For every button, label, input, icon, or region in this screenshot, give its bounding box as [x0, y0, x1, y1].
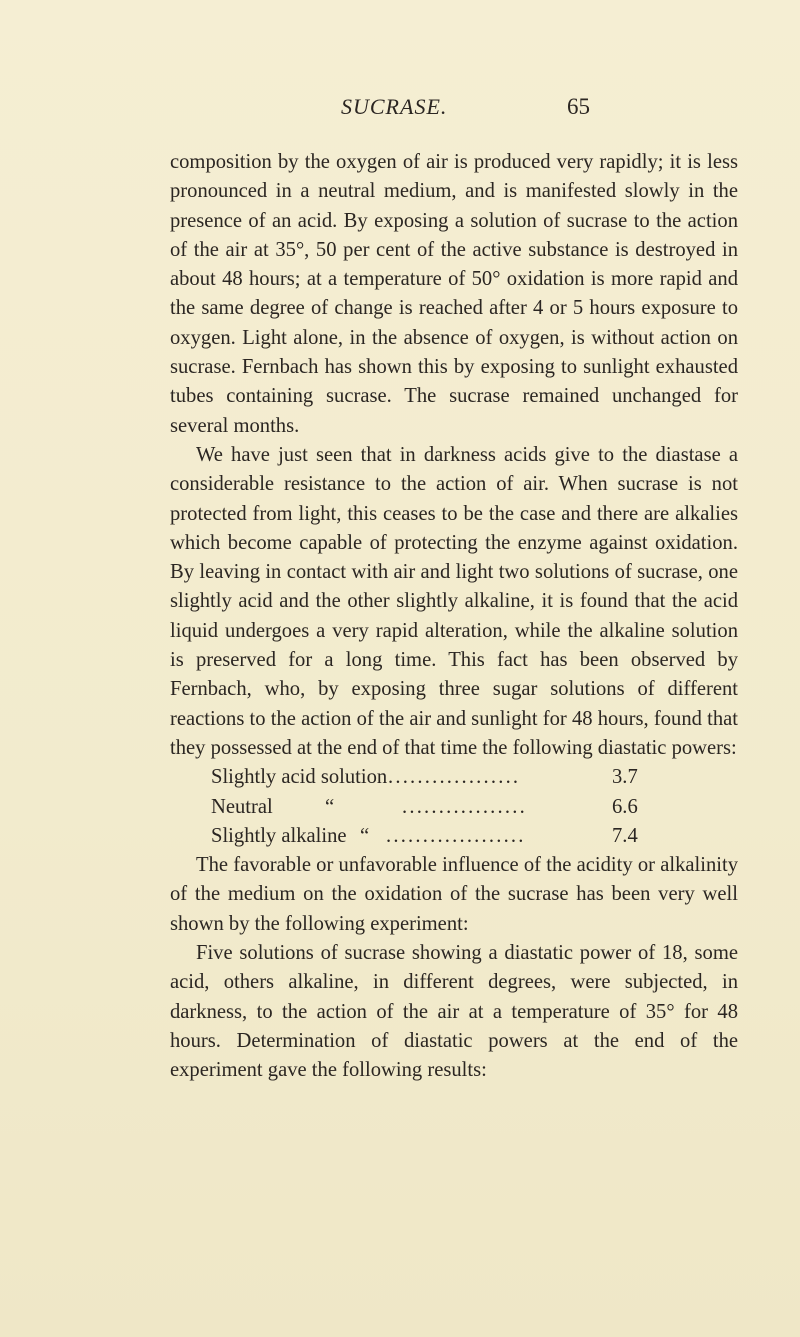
dot-leaders: .................. [388, 766, 521, 789]
row-value: 6.6 [612, 795, 638, 818]
dot-leaders: ................. [402, 795, 527, 818]
running-head [0, 94, 800, 134]
dot-leaders: ................... [386, 824, 526, 847]
body-text [170, 148, 738, 1086]
table-row [170, 793, 738, 822]
page-number: 65 [567, 94, 590, 119]
row-label: Neutral [211, 795, 273, 818]
row-label: Slightly alkaline [211, 824, 347, 847]
row-value: 7.4 [612, 824, 638, 847]
table-row [170, 763, 738, 792]
ditto-mark: “ [360, 824, 370, 847]
row-label: Slightly acid solution [211, 766, 388, 789]
paragraph-five-solutions: Five solutions of sucrase showing a diastatic power of 18, some acid, others alkaline, in different degrees, were subjected, in darkness, to the action of the air at a temperature of 35° for 48 hours. Determination of diastatic powers at the end of the experiment gave the following results: [170, 942, 738, 1082]
table-row [170, 822, 738, 851]
diastatic-power-table [170, 763, 738, 851]
running-title: SUCRASE. [341, 94, 448, 119]
row-value: 3.7 [612, 766, 638, 789]
ditto-mark: “ [325, 795, 335, 818]
paragraph-continuation: composition by the oxygen of air is produced very rapidly; it is less pronounced in a neutral medium, and is manifested slowly in the presence of an acid. By exposing a solution of sucrase to the action of the air at 35°, 50 per cent of the active substance is destroyed in about 48 hours; at a temperature of 50° oxidation is more rapid and the same degree of change is reached after 4 or 5 hours exposure to oxygen. Light alone, in the absence of oxygen, is without action on sucrase. Fernbach has shown this by exposing to sunlight exhausted tubes containing sucrase. The sucrase remained unchanged for several months. [170, 151, 738, 437]
paragraph-light-and-alkalies: We have just seen that in darkness acids give to the diastase a considerable resistance to the action of air. When sucrase is not protected from light, this ceases to be the case and there are alkalies which become capable of protecting the enzyme against oxidation. By leaving in contact with air and light two solutions of sucrase, one slightly acid and the other slightly alkaline, it is found that the acid liquid undergoes a very rapid alteration, while the alkaline solution is preserved for a long time. This fact has been observed by Fernbach, who, by exposing three sugar solutions of different reactions to the action of the air and sunlight for 48 hours, found that they possessed at the end of that time the following diastatic powers: [170, 443, 738, 759]
paragraph-influence: The favorable or unfavorable influence of the acidity or alkalinity of the medium on the oxidation of the sucrase has been very well shown by the following experiment: [170, 854, 738, 935]
